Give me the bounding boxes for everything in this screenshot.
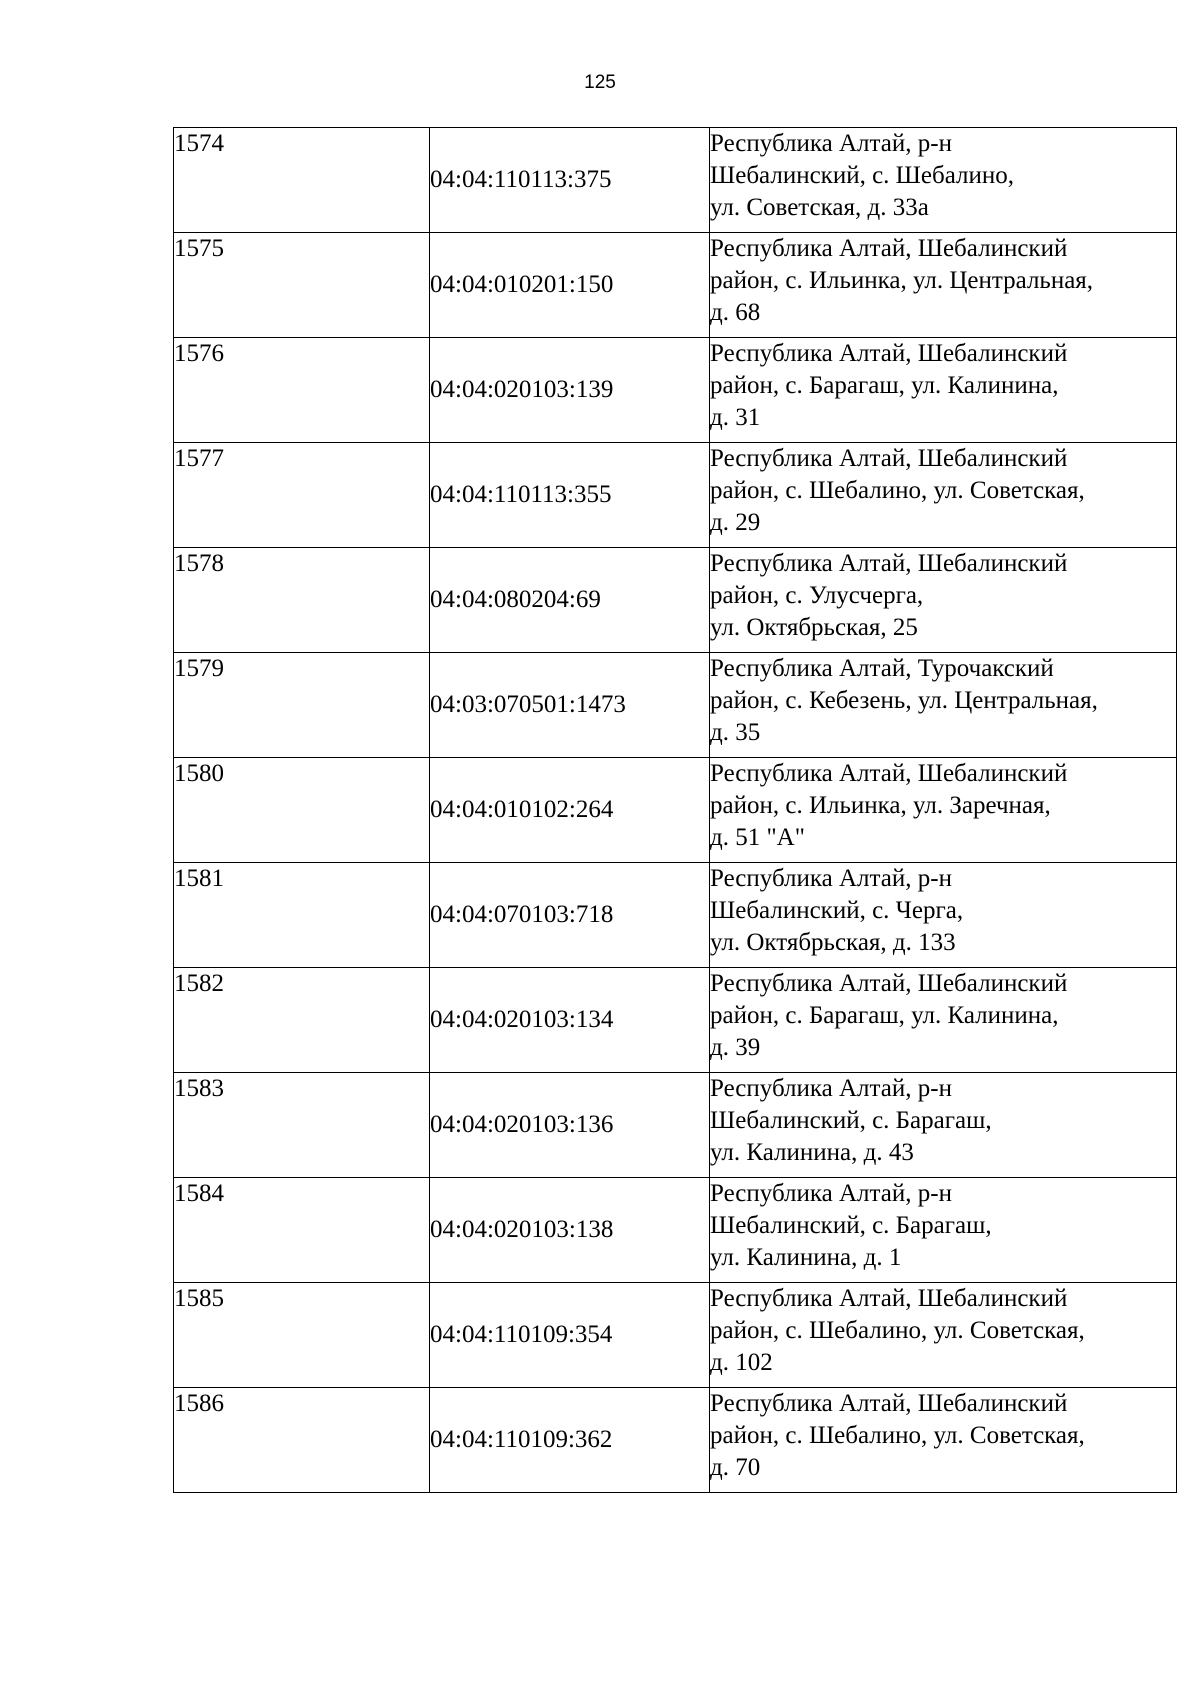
address-line: ул. Калинина, д. 1: [710, 1244, 902, 1271]
cadastral-number-cell: 04:04:110113:355: [430, 443, 710, 548]
table-row: [174, 128, 1177, 233]
cadastral-number-cell: 04:03:070501:1473: [430, 653, 710, 758]
address-cell: [710, 548, 1177, 653]
address-cell: [710, 968, 1177, 1073]
row-number-cell: 1579: [174, 653, 430, 758]
address-line: д. 70: [710, 1454, 761, 1481]
row-number-cell: 1583: [174, 1073, 430, 1178]
address-line: ул. Октябрьская, 25: [710, 614, 918, 641]
address-line: ул. Советская, д. 33а: [710, 194, 929, 221]
address-line: район, с. Барагаш, ул. Калинина,: [710, 1002, 1059, 1029]
address-cell: [710, 1388, 1177, 1493]
cadastral-number-cell: 04:04:070103:718: [430, 863, 710, 968]
row-number-cell: 1584: [174, 1178, 430, 1283]
address-line: район, с. Барагаш, ул. Калинина,: [710, 372, 1059, 399]
address-line: д. 102: [710, 1349, 773, 1376]
address-line: район, с. Шебалино, ул. Советская,: [710, 1422, 1085, 1449]
address-line: ул. Калинина, д. 43: [710, 1139, 914, 1166]
address-line: Республика Алтай, Шебалинский: [710, 1390, 1068, 1417]
address-line: Республика Алтай, р-н: [710, 865, 952, 892]
cadastral-number-cell: 04:04:020103:138: [430, 1178, 710, 1283]
table-row: [174, 1178, 1177, 1283]
cadastral-number-cell: 04:04:020103:139: [430, 338, 710, 443]
table-row: [174, 338, 1177, 443]
cadastral-number-cell: 04:04:080204:69: [430, 548, 710, 653]
address-line: Шебалинский, с. Барагаш,: [710, 1212, 992, 1239]
row-number-cell: 1585: [174, 1283, 430, 1388]
row-number-cell: 1576: [174, 338, 430, 443]
address-line: район, с. Шебалино, ул. Советская,: [710, 477, 1085, 504]
address-line: Шебалинский, с. Барагаш,: [710, 1107, 992, 1134]
address-line: Республика Алтай, Шебалинский: [710, 1285, 1068, 1312]
address-line: д. 51 "А": [710, 824, 805, 851]
table-row: [174, 758, 1177, 863]
cadastral-number-cell: 04:04:020103:134: [430, 968, 710, 1073]
row-number-cell: 1577: [174, 443, 430, 548]
address-cell: [710, 1178, 1177, 1283]
address-cell: [710, 653, 1177, 758]
table-row: [174, 863, 1177, 968]
cadastral-number-cell: 04:04:010201:150: [430, 233, 710, 338]
address-line: д. 31: [710, 404, 761, 431]
address-line: Республика Алтай, Шебалинский: [710, 340, 1068, 367]
address-line: д. 35: [710, 719, 761, 746]
address-cell: [710, 758, 1177, 863]
address-line: Шебалинский, с. Черга,: [710, 897, 964, 924]
address-line: ул. Октябрьская, д. 133: [710, 929, 956, 956]
cadastral-number-cell: 04:04:010102:264: [430, 758, 710, 863]
address-line: Республика Алтай, Шебалинский: [710, 235, 1068, 262]
cadastral-number-cell: 04:04:020103:136: [430, 1073, 710, 1178]
table-row: [174, 1283, 1177, 1388]
address-line: Республика Алтай, Турочакский: [710, 655, 1054, 682]
registry-table-body: [174, 128, 1177, 1493]
table-row: [174, 233, 1177, 338]
cadastral-number-cell: 04:04:110113:375: [430, 128, 710, 233]
table-row: [174, 1073, 1177, 1178]
table-row: [174, 1388, 1177, 1493]
row-number-cell: 1574: [174, 128, 430, 233]
address-line: Республика Алтай, Шебалинский: [710, 445, 1068, 472]
row-number-cell: 1578: [174, 548, 430, 653]
table-row: [174, 443, 1177, 548]
cadastral-number-cell: 04:04:110109:354: [430, 1283, 710, 1388]
address-line: район, с. Кебезень, ул. Центральная,: [710, 687, 1098, 714]
page-number: 125: [584, 72, 616, 93]
address-line: район, с. Шебалино, ул. Советская,: [710, 1317, 1085, 1344]
address-line: Шебалинский, с. Шебалино,: [710, 162, 1015, 189]
address-line: Республика Алтай, р-н: [710, 1180, 952, 1207]
table-row: [174, 968, 1177, 1073]
address-line: район, с. Улусчерга,: [710, 582, 924, 609]
address-line: Республика Алтай, р-н: [710, 130, 952, 157]
address-cell: [710, 1073, 1177, 1178]
address-cell: [710, 338, 1177, 443]
table-row: [174, 653, 1177, 758]
address-cell: [710, 233, 1177, 338]
address-line: Республика Алтай, Шебалинский: [710, 970, 1068, 997]
address-line: д. 39: [710, 1034, 761, 1061]
address-line: Республика Алтай, р-н: [710, 1075, 952, 1102]
row-number-cell: 1586: [174, 1388, 430, 1493]
address-line: Республика Алтай, Шебалинский: [710, 760, 1068, 787]
address-line: район, с. Ильинка, ул. Центральная,: [710, 267, 1094, 294]
row-number-cell: 1581: [174, 863, 430, 968]
cadastral-number-cell: 04:04:110109:362: [430, 1388, 710, 1493]
table-row: [174, 548, 1177, 653]
address-line: д. 68: [710, 299, 761, 326]
row-number-cell: 1580: [174, 758, 430, 863]
row-number-cell: 1575: [174, 233, 430, 338]
address-line: д. 29: [710, 509, 761, 536]
row-number-cell: 1582: [174, 968, 430, 1073]
address-cell: [710, 863, 1177, 968]
address-line: Республика Алтай, Шебалинский: [710, 550, 1068, 577]
address-line: район, с. Ильинка, ул. Заречная,: [710, 792, 1051, 819]
property-registry-table: [173, 127, 1177, 1493]
address-cell: [710, 443, 1177, 548]
address-cell: [710, 128, 1177, 233]
address-cell: [710, 1283, 1177, 1388]
